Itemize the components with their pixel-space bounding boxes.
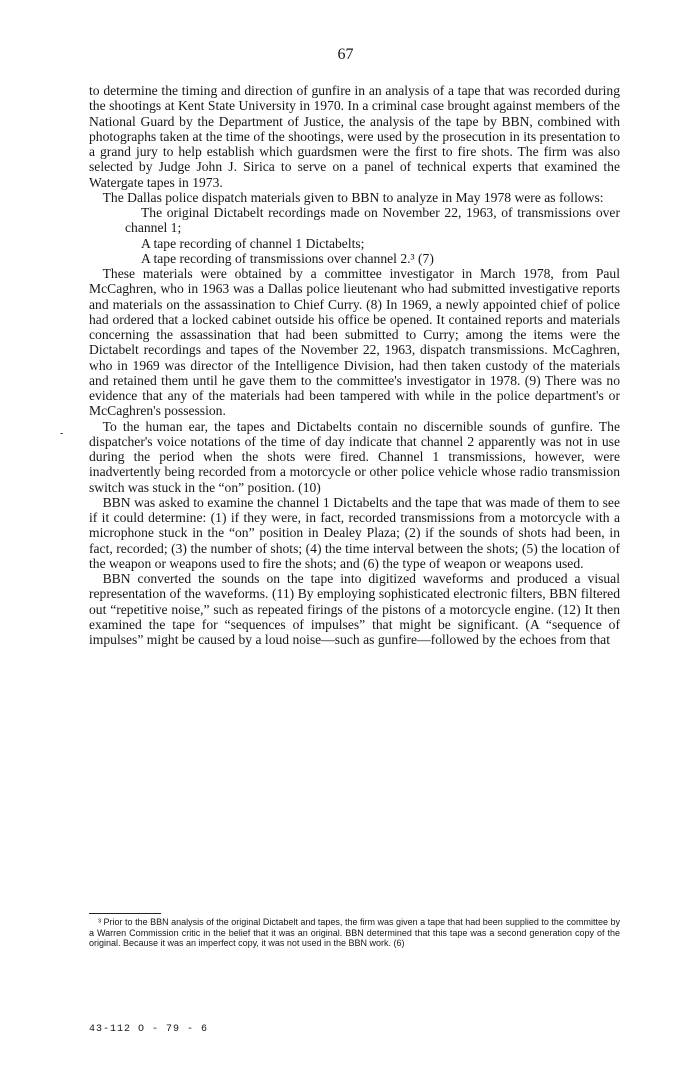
footnote-divider bbox=[89, 913, 161, 914]
paragraph-waveforms: BBN converted the sounds on the tape into digitized waveforms and produced a visual representation of the waveforms. (11) By employing sophisticated electronic filters, BBN filtered out “repetitive noise,” such as repeated firings of the pistons of a motorcycle engine. (12) It then examined the tape for “sequences of impulses” that might be significant. (A “sequence of impulses” might be caused by a loud noise—such as gunfire—followed by the echoes from that bbox=[89, 571, 620, 647]
footnote: ³ Prior to the BBN analysis of the original Dictabelt and tapes, the firm was given a tape that had been supplied to the committee by a Warren Commission critic in the belief that it was an original. BBN determined that this tape was a second generation copy of the original. Because it was an imperfect copy, it was not used in the BBN work. (6) bbox=[89, 917, 620, 948]
paragraph-materials-origin: These materials were obtained by a committee investigator in March 1978, from Paul McCaghren, who in 1963 was a Dallas police lieutenant who had submitted investigative reports and materials on the assassination to Chief Curry. (8) In 1969, a newly appointed chief of police had ordered that a locked cabinet outside his office be opened. It contained reports and materials concerning the assassination that had been submitted to Curry; among the items were the Dictabelt recordings and tapes of the November 22, 1963, dispatch transmissions. McCaghren, who in 1969 was director of the Intelligence Division, had then taken custody of the materials and retained them until he gave them to the committee's investigator in 1978. (9) There was no evidence that any of the materials had been tampered with while in the police department's or McCaghren's possession. bbox=[89, 266, 620, 419]
body-text bbox=[89, 83, 620, 647]
paragraph-continuation: to determine the timing and direction of gunfire in an analysis of a tape that was recorded during the shootings at Kent State University in 1970. In a criminal case brought against members of the National Guard by the Department of Justice, the analysis of the tape by BBN, combined with photographs taken at the time of the shootings, were used by the prosecution in its presentation to a grand jury to help establish which guardsmen were the first to fire shots. The firm was also selected by Judge John J. Sirica to serve on a panel of technical experts that examined the Watergate tapes in 1973. bbox=[89, 83, 620, 190]
list-item-channel1-tape: A tape recording of channel 1 Dictabelts; bbox=[141, 235, 365, 251]
page-number: 67 bbox=[337, 46, 354, 63]
list-item-channel2-tape: A tape recording of transmissions over channel 2.³ (7) bbox=[141, 250, 434, 266]
paragraph-human-ear: To the human ear, the tapes and Dictabelts contain no discernible sounds of gunfire. The dispatcher's voice notations of the time of day indicate that channel 2 apparently was not in use during the period when the shots were fired. Channel 1 transmissions, however, were inadvertently being recorded from a motorcycle or other police vehicle whose radio transmission switch was stuck in the “on” position. (10) bbox=[89, 418, 620, 495]
paragraph-bbn-tasks: BBN was asked to examine the channel 1 Dictabelts and the tape that was made of them to see if it could determine: (1) if they were, in fact, recorded transmissions from a motorcycle with a microphone stuck in the “on” position in Dealey Plaza; (2) if the sounds of shots had been, in fact, recorded; (3) the number of shots; (4) the time interval between the shots; (5) the location of the weapon or weapons used to fire the shots; and (6) the type of weapon or weapons used. bbox=[89, 494, 620, 571]
list-item-original-dictabelts: The original Dictabelt recordings made on November 22, 1963, of transmissions over channel 1; bbox=[125, 205, 620, 236]
printer-code: 43-112 O - 79 - 6 bbox=[89, 1024, 209, 1035]
margin-mark: - bbox=[60, 428, 64, 439]
paragraph-materials-intro: The Dallas police dispatch materials given to BBN to analyze in May 1978 were as follows: bbox=[102, 189, 604, 205]
